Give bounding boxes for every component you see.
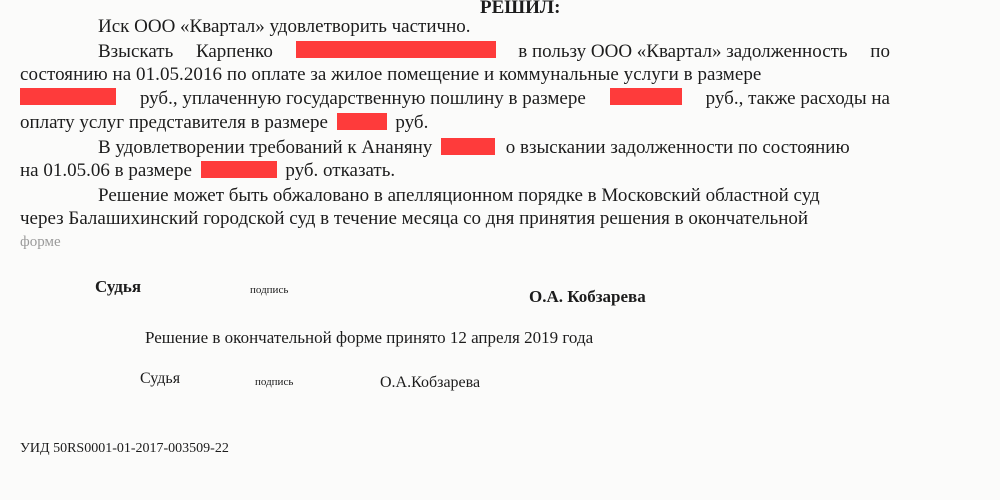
- recover-duty-text: руб., уплаченную государственную пошлину в размере: [139, 88, 586, 109]
- recover-po: по: [870, 41, 890, 62]
- denial-text-b: о взыскании задолженности по состоянию: [505, 137, 850, 158]
- judge-role-2: Судья: [140, 370, 181, 387]
- signature-note-1: подпись: [250, 284, 289, 296]
- redacted-debt-amount: [20, 88, 116, 105]
- appeal-line-3: форме: [20, 234, 61, 250]
- denial-date-text: на 01.05.06 в размере: [20, 160, 192, 181]
- signature-note-2: подпись: [255, 376, 294, 388]
- recover-beneficiary: в пользу ООО «Квартал» задолженность: [518, 41, 848, 62]
- judge-name-1: О.А. Кобзарева: [529, 287, 646, 306]
- decision-header: РЕШИЛ:: [480, 0, 561, 18]
- defendant-surname: Карпенко: [195, 41, 273, 62]
- recover-line-3: [20, 88, 890, 110]
- redacted-denial-amount: [201, 161, 277, 178]
- representative-costs-text: оплату услуг представителя в размере: [20, 112, 328, 133]
- claim-satisfied-line: Иск ООО «Квартал» удовлетворить частично.: [98, 16, 471, 37]
- recover-line-4: [20, 112, 428, 134]
- representative-currency: руб.: [395, 112, 429, 133]
- denial-line-2: [20, 160, 395, 182]
- judge-name-2: О.А.Кобзарева: [380, 374, 481, 391]
- recover-expenses-text: руб., также расходы на: [705, 88, 890, 109]
- redacted-respondent: [441, 138, 495, 155]
- redacted-name: [296, 41, 496, 58]
- denial-text-a: В удовлетворении требований к Ананяну: [98, 137, 433, 158]
- appeal-line-1: Решение может быть обжаловано в апелляционном порядке в Московский областной суд: [98, 185, 820, 206]
- final-form-note: Решение в окончательной форме принято 12 апреля 2019 года: [145, 328, 594, 347]
- redacted-duty-amount: [610, 88, 682, 105]
- recover-verb: Взыскать: [98, 41, 174, 62]
- appeal-line-2: через Балашихинский городской суд в течение месяца со дня принятия решения в окончательной: [20, 208, 809, 229]
- denial-line-1: [98, 137, 850, 159]
- recover-line-1: [98, 41, 890, 63]
- case-uid: УИД 50RS0001-01-2017-003509-22: [20, 441, 229, 456]
- recover-line-2: состоянию на 01.05.2016 по оплате за жилое помещение и коммунальные услуги в размере: [20, 64, 762, 85]
- denial-refuse-text: руб. отказать.: [285, 160, 396, 181]
- judge-role-1: Судья: [95, 277, 142, 296]
- redacted-representative-amount: [337, 113, 387, 130]
